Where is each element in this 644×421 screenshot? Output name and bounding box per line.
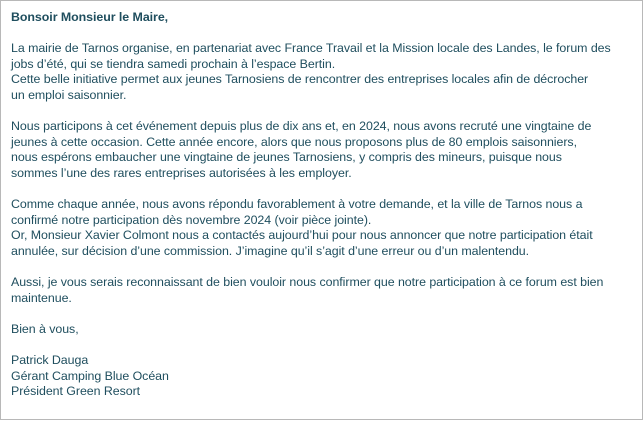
text-line: Aussi, je vous serais reconnaissant de bien vouloir nous confirmer que notre participation à ce forum est bien — [11, 275, 604, 290]
paragraph-request — [11, 275, 633, 306]
signature-name: Patrick Dauga — [11, 353, 89, 368]
text-line: Nous participons à cet événement depuis plus de dix ans et, en 2024, nous avons recruté une vingtaine de — [11, 119, 592, 134]
text-line: Comme chaque année, nous avons répondu favorablement à votre demande, et la ville de Tarnos nous a — [11, 197, 583, 212]
paragraph-gap — [11, 104, 633, 120]
signature-title: Président Green Resort — [11, 384, 141, 399]
paragraph-gap — [11, 26, 633, 42]
text-line: maintenue. — [11, 290, 72, 305]
paragraph-gap — [11, 306, 633, 322]
text-line: confirmé notre participation dès novembre 2024 (voir pièce jointe). — [11, 212, 372, 227]
text-line: annulée, sur décision d’une commission. J’imagine qu’il s’agit d’une erreur ou d’un malentendu. — [11, 243, 530, 258]
text-line: un emploi saisonnier. — [11, 87, 127, 102]
paragraph-gap — [11, 260, 633, 276]
signature-title: Gérant Camping Blue Océan — [11, 368, 169, 383]
text-line: nous espérons embaucher une vingtaine de jeunes Tarnosiens, y compris des mineurs, puisque nous — [11, 150, 562, 165]
text-line: La mairie de Tarnos organise, en partenariat avec France Travail et la Mission locale des Landes, le forum des — [11, 41, 611, 56]
paragraph-closing — [11, 322, 633, 338]
paragraph-gap — [11, 182, 633, 198]
text-line: jeunes à cette occasion. Cette année encore, alors que nous proposons plus de 80 emplois saisonniers, — [11, 134, 577, 149]
paragraph-gap — [11, 337, 633, 353]
text-line: Cette belle initiative permet aux jeunes Tarnosiens de rencontrer des entreprises locales afin de décrocher — [11, 72, 589, 87]
paragraph-participation — [11, 119, 633, 181]
paragraph-cancellation — [11, 197, 633, 259]
text-line: Or, Monsieur Xavier Colmont nous a contactés aujourd’hui pour nous annoncer que notre participation était — [11, 228, 593, 243]
text-line: sommes l’une des rares entreprises autorisées à les employer. — [11, 165, 352, 180]
closing-line: Bien à vous, — [11, 321, 79, 336]
greeting: Bonsoir Monsieur le Maire, — [11, 10, 169, 24]
text-line: jobs d’été, qui se tiendra samedi prochain à l’espace Bertin. — [11, 56, 336, 71]
signature-block — [11, 353, 633, 400]
paragraph-invitation — [11, 41, 633, 103]
